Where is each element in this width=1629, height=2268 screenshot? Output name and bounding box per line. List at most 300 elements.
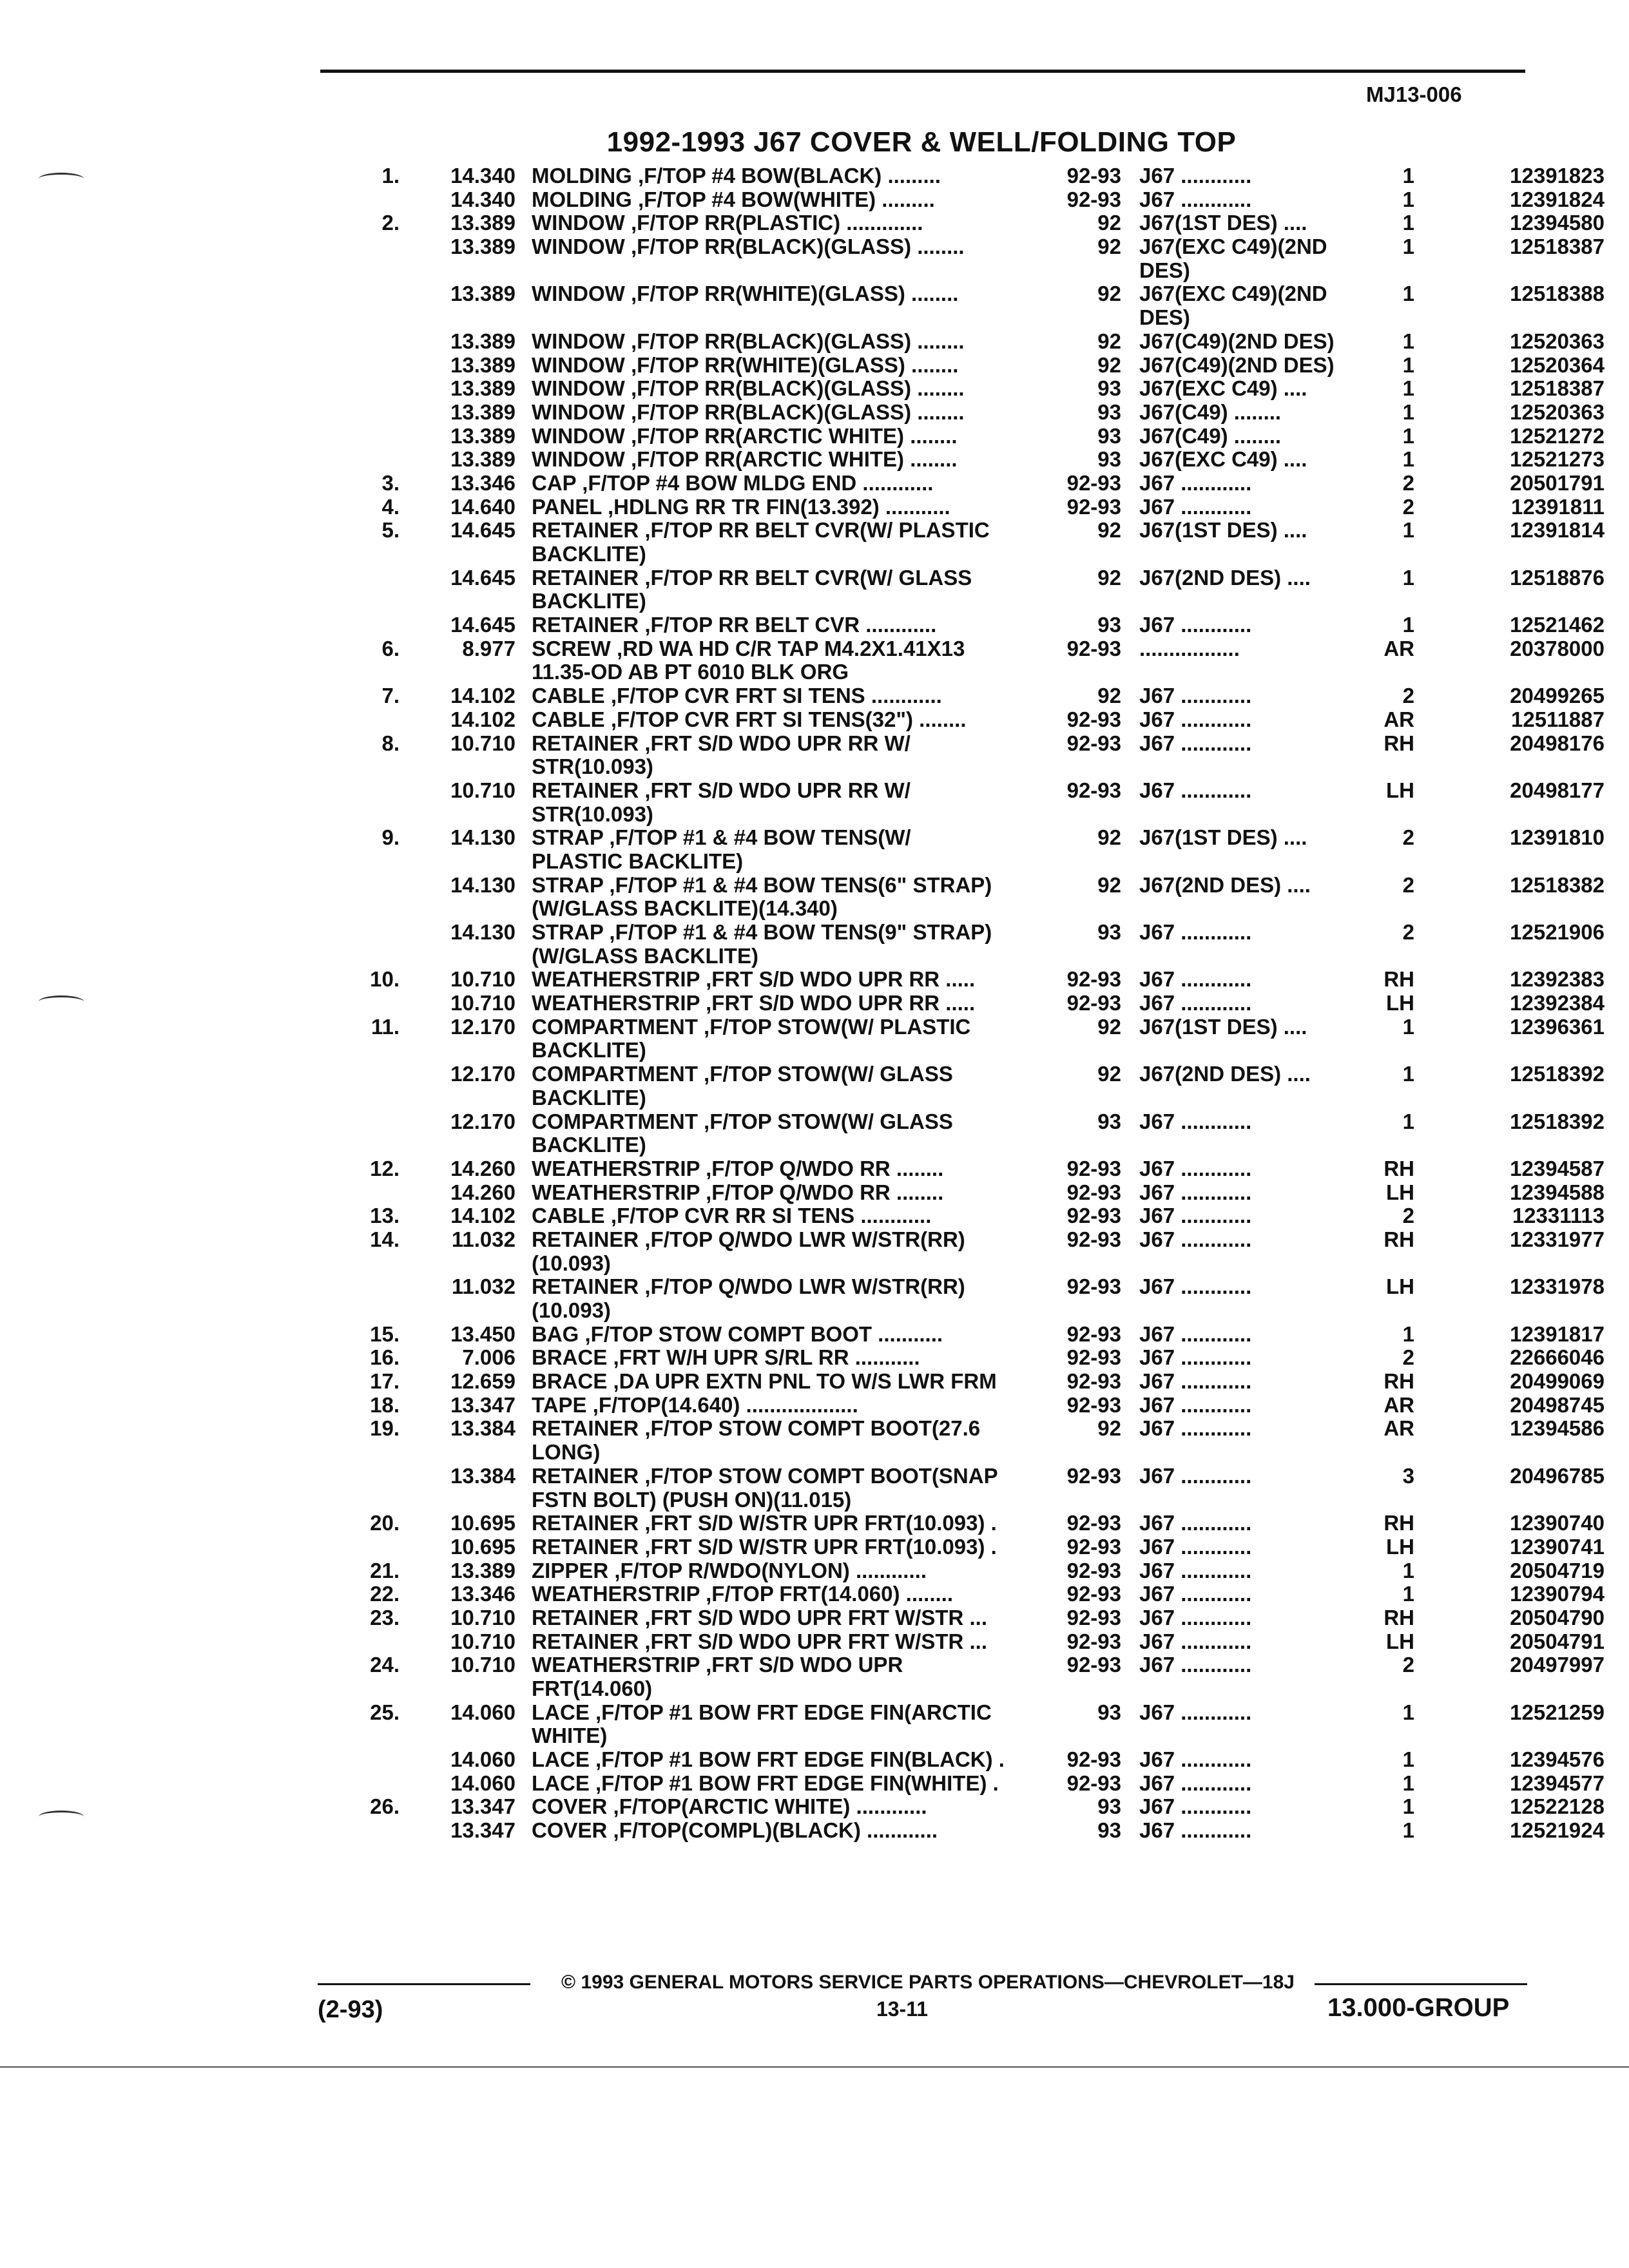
model-year: 92-93 — [1066, 1156, 1121, 1180]
model-applicability: J67 ............ — [1139, 1606, 1252, 1629]
model-applicability: J67(EXC C49)(2ND — [1139, 235, 1327, 259]
group-number: 10.710 — [450, 731, 516, 755]
part-number: 12518387 — [1510, 235, 1605, 259]
model-year: 92-93 — [1066, 494, 1121, 519]
part-number: 12331978 — [1510, 1274, 1605, 1299]
quantity: RH — [1383, 731, 1414, 755]
item-number: 1. — [381, 164, 400, 187]
group-number: 12.659 — [450, 1369, 516, 1394]
part-number: 12390741 — [1510, 1534, 1605, 1559]
item-number: 9. — [381, 825, 400, 850]
group-number: 14.260 — [450, 1156, 516, 1180]
table-row — [0, 1606, 1629, 1630]
table-row — [0, 1110, 1629, 1134]
group-number: 14.260 — [450, 1180, 516, 1204]
part-description: COVER ,F/TOP(ARCTIC WHITE) ............ — [532, 1795, 927, 1819]
table-row-continuation — [0, 590, 1629, 613]
group-number: 14.645 — [450, 613, 516, 637]
group-number: 10.695 — [450, 1511, 516, 1535]
quantity: 1 — [1402, 1062, 1414, 1086]
model-applicability: J67(1ST DES) .... — [1139, 1015, 1307, 1039]
part-description: RETAINER ,F/TOP STOW COMPT BOOT(27.6 — [532, 1417, 981, 1441]
model-applicability: J67 ............ — [1139, 1393, 1252, 1417]
part-description-continued: (W/GLASS BACKLITE) — [532, 943, 758, 968]
group-number: 14.130 — [450, 920, 516, 944]
part-number: 20504790 — [1510, 1605, 1605, 1629]
part-description: SCREW ,RD WA HD C/R TAP M4.2X1.41X13 — [532, 637, 965, 660]
quantity: AR — [1383, 1392, 1414, 1417]
model-year: 92-93 — [1066, 1345, 1121, 1370]
model-applicability: J67 ............ — [1139, 1559, 1252, 1582]
part-number: 12391817 — [1510, 1321, 1605, 1346]
model-applicability: J67 ............ — [1139, 187, 1252, 211]
table-row — [0, 330, 1629, 354]
table-row-continuation — [0, 543, 1629, 566]
table-row — [0, 519, 1629, 543]
table-row — [0, 448, 1629, 472]
footer-group-label: 13.000-GROUP — [1327, 1994, 1510, 2022]
part-description: MOLDING ,F/TOP #4 BOW(BLACK) ......... — [532, 164, 941, 187]
quantity: 1 — [1402, 1558, 1414, 1582]
item-number: 4. — [381, 494, 400, 519]
quantity: AR — [1383, 707, 1414, 731]
part-description: RETAINER ,FRT S/D W/STR UPR FRT(10.093) . — [532, 1512, 997, 1535]
part-number: 12390794 — [1510, 1582, 1605, 1606]
quantity: 2 — [1402, 684, 1414, 708]
part-number: 20378000 — [1510, 636, 1605, 660]
item-number: 15. — [370, 1321, 400, 1346]
model-applicability-continued: DES) — [1139, 258, 1190, 282]
part-description: WINDOW ,F/TOP RR(BLACK)(GLASS) ........ — [532, 235, 965, 259]
model-year: 92-93 — [1066, 1463, 1121, 1488]
group-number: 10.710 — [450, 1653, 516, 1677]
table-row — [0, 1819, 1629, 1843]
quantity: 1 — [1402, 1700, 1414, 1724]
model-year: 92-93 — [1066, 1629, 1121, 1653]
table-row — [0, 1181, 1629, 1205]
group-number: 10.710 — [450, 1605, 516, 1629]
part-description: RETAINER ,F/TOP RR BELT CVR(W/ PLASTIC — [532, 519, 990, 543]
model-year: 92-93 — [1066, 967, 1121, 992]
model-year: 92 — [1097, 235, 1121, 259]
quantity: 1 — [1402, 1747, 1414, 1772]
quantity: 1 — [1402, 164, 1414, 187]
model-applicability: J67 ............ — [1139, 1700, 1252, 1724]
quantity: 2 — [1402, 825, 1414, 850]
table-row-continuation — [0, 259, 1629, 283]
model-applicability: J67 ............ — [1139, 1110, 1252, 1133]
part-number: 12521272 — [1510, 423, 1605, 448]
group-number: 13.389 — [450, 423, 516, 448]
part-number: 12331113 — [1512, 1204, 1605, 1228]
model-year: 93 — [1097, 920, 1121, 944]
part-number: 20498176 — [1510, 731, 1605, 755]
table-row-continuation — [0, 1252, 1629, 1276]
part-number: 12391823 — [1510, 164, 1605, 187]
group-number: 7.006 — [462, 1345, 516, 1370]
table-row — [0, 354, 1629, 378]
model-year: 92-93 — [1066, 187, 1121, 211]
quantity: 1 — [1402, 1321, 1414, 1346]
quantity: 2 — [1402, 1653, 1414, 1677]
quantity: LH — [1386, 1629, 1414, 1653]
table-row-continuation — [0, 306, 1629, 330]
part-description: RETAINER ,F/TOP Q/WDO LWR W/STR(RR) — [532, 1275, 965, 1299]
part-number: 12521462 — [1510, 613, 1605, 637]
group-number: 14.060 — [450, 1700, 516, 1724]
table-row — [0, 637, 1629, 661]
model-applicability: J67 ............ — [1139, 613, 1252, 637]
group-number: 14.060 — [450, 1747, 516, 1772]
group-number: 13.346 — [450, 470, 516, 495]
part-number: 12511887 — [1510, 707, 1605, 731]
part-description: WEATHERSTRIP ,F/TOP Q/WDO RR ........ — [532, 1180, 944, 1204]
table-row — [0, 732, 1629, 756]
group-number: 13.389 — [450, 329, 516, 353]
quantity: 1 — [1402, 352, 1414, 377]
model-year: 93 — [1097, 399, 1121, 424]
part-description: RETAINER ,F/TOP STOW COMPT BOOT(SNAP — [532, 1464, 998, 1488]
part-number: 12518392 — [1510, 1062, 1605, 1086]
group-number: 13.389 — [450, 235, 516, 259]
part-number: 12520364 — [1510, 352, 1605, 377]
model-applicability: J67 ............ — [1139, 731, 1252, 755]
quantity: 2 — [1402, 920, 1414, 944]
part-description: RETAINER ,FRT S/D W/STR UPR FRT(10.093) . — [532, 1535, 997, 1559]
quantity: LH — [1386, 1274, 1414, 1299]
item-number: 12. — [370, 1156, 400, 1180]
model-year: 92-93 — [1066, 1321, 1121, 1346]
quantity: 1 — [1402, 376, 1414, 401]
part-number: 12518392 — [1510, 1109, 1605, 1133]
table-row — [0, 495, 1629, 519]
group-number: 14.645 — [450, 565, 516, 590]
table-row — [0, 1417, 1629, 1441]
model-applicability: J67 ............ — [1139, 495, 1252, 519]
table-row — [0, 779, 1629, 803]
item-number: 24. — [370, 1653, 400, 1677]
table-row — [0, 1346, 1629, 1370]
model-year: 92-93 — [1066, 1180, 1121, 1204]
model-year: 93 — [1097, 1794, 1121, 1819]
group-number: 14.645 — [450, 518, 516, 543]
table-row — [0, 164, 1629, 188]
part-description: RETAINER ,FRT S/D WDO UPR FRT W/STR ... — [532, 1629, 988, 1653]
table-row — [0, 708, 1629, 732]
quantity: 1 — [1402, 1014, 1414, 1039]
model-year: 92-93 — [1066, 470, 1121, 495]
group-number: 14.130 — [450, 825, 516, 850]
table-row-continuation — [0, 1086, 1629, 1110]
part-description: WEATHERSTRIP ,FRT S/D WDO UPR — [532, 1653, 903, 1677]
model-applicability: J67(EXC C49) .... — [1139, 377, 1307, 401]
group-number: 13.389 — [450, 352, 516, 377]
part-number: 12391811 — [1510, 494, 1605, 519]
quantity: 1 — [1402, 1794, 1414, 1819]
part-number: 12521273 — [1510, 447, 1605, 472]
model-applicability: J67 ............ — [1139, 1819, 1252, 1843]
model-year: 93 — [1097, 376, 1121, 401]
item-number: 13. — [370, 1204, 400, 1228]
part-description: RETAINER ,FRT S/D WDO UPR RR W/ — [532, 731, 911, 755]
quantity: 1 — [1402, 518, 1414, 543]
part-description: BRACE ,FRT W/H UPR S/RL RR ........... — [532, 1346, 920, 1370]
model-year: 92 — [1097, 1062, 1121, 1086]
item-number: 3. — [381, 470, 400, 495]
quantity: 1 — [1402, 1771, 1414, 1795]
group-number: 14.060 — [450, 1771, 516, 1795]
group-number: 14.340 — [450, 164, 516, 187]
model-applicability: J67 ............ — [1139, 1275, 1252, 1299]
part-description-continued: BACKLITE) — [532, 589, 646, 613]
model-year: 92 — [1097, 282, 1121, 306]
model-applicability: J67(2ND DES) .... — [1139, 566, 1311, 590]
page-code: MJ13-006 — [1366, 82, 1462, 106]
part-description-continued: FSTN BOLT) (PUSH ON)(11.015) — [532, 1487, 852, 1512]
part-number: 20498745 — [1510, 1392, 1605, 1417]
part-number: 12391810 — [1510, 825, 1605, 850]
model-applicability: J67(2ND DES) .... — [1139, 873, 1311, 897]
bottom-scan-rule — [0, 2066, 1629, 2068]
part-number: 12521259 — [1510, 1700, 1605, 1724]
quantity: 2 — [1402, 872, 1414, 897]
table-row — [0, 1653, 1629, 1677]
table-row-continuation — [0, 1441, 1629, 1465]
quantity: 2 — [1402, 1204, 1414, 1228]
model-year: 92-93 — [1066, 1511, 1121, 1535]
model-year: 92-93 — [1066, 1534, 1121, 1559]
quantity: 1 — [1402, 1582, 1414, 1606]
table-row-continuation — [0, 803, 1629, 827]
part-description: STRAP ,F/TOP #1 & #4 BOW TENS(6" STRAP) — [532, 873, 992, 897]
part-number: 20498177 — [1510, 778, 1605, 802]
quantity: LH — [1386, 1534, 1414, 1559]
item-number: 16. — [370, 1345, 400, 1370]
model-applicability: J67(EXC C49)(2ND — [1139, 282, 1327, 306]
model-applicability: J67(C49)(2ND DES) — [1139, 329, 1335, 353]
part-description: LACE ,F/TOP #1 BOW FRT EDGE FIN(WHITE) . — [532, 1771, 999, 1795]
model-applicability: J67 ............ — [1139, 1417, 1252, 1441]
part-description-continued: FRT(14.060) — [532, 1677, 653, 1700]
quantity: LH — [1386, 778, 1414, 802]
table-row — [0, 968, 1629, 992]
quantity: AR — [1383, 636, 1414, 660]
group-number: 14.130 — [450, 872, 516, 897]
model-applicability: ................. — [1139, 637, 1240, 660]
part-description: WEATHERSTRIP ,F/TOP Q/WDO RR ........ — [532, 1157, 944, 1180]
table-row — [0, 188, 1629, 212]
group-number: 14.340 — [450, 187, 516, 211]
group-number: 13.389 — [450, 376, 516, 401]
part-description: WEATHERSTRIP ,FRT S/D WDO UPR RR ..... — [532, 968, 976, 992]
part-description: COVER ,F/TOP(COMPL)(BLACK) ............ — [532, 1819, 938, 1843]
quantity: 1 — [1402, 282, 1414, 306]
group-number: 11.032 — [451, 1274, 516, 1299]
footer-date-code: (2-93) — [318, 1996, 383, 2023]
part-number: 12391824 — [1510, 187, 1605, 211]
model-year: 92-93 — [1066, 1204, 1121, 1228]
parts-list — [0, 164, 1629, 1843]
table-row — [0, 1062, 1629, 1086]
model-applicability: J67 ............ — [1139, 778, 1252, 802]
table-row-continuation — [0, 1677, 1629, 1701]
table-row — [0, 1748, 1629, 1772]
part-number: 12518876 — [1510, 565, 1605, 590]
model-year: 92 — [1097, 211, 1121, 235]
part-number: 20504719 — [1510, 1558, 1605, 1582]
part-description-continued: BACKLITE) — [532, 1038, 646, 1062]
table-row — [0, 472, 1629, 495]
table-row — [0, 1559, 1629, 1583]
group-number: 14.102 — [450, 1204, 516, 1228]
quantity: 1 — [1402, 447, 1414, 472]
part-number: 20499265 — [1510, 684, 1605, 708]
table-row — [0, 425, 1629, 448]
quantity: 1 — [1402, 187, 1414, 211]
group-number: 13.389 — [450, 399, 516, 424]
part-description-continued: PLASTIC BACKLITE) — [532, 849, 744, 873]
quantity: 1 — [1402, 1109, 1414, 1133]
item-number: 7. — [381, 684, 400, 708]
model-applicability: J67(1ST DES) .... — [1139, 826, 1307, 850]
quantity: 3 — [1402, 1463, 1414, 1488]
part-number: 12394577 — [1510, 1771, 1605, 1795]
table-row — [0, 1465, 1629, 1488]
table-row — [0, 1157, 1629, 1181]
model-applicability: J67 ............ — [1139, 1180, 1252, 1204]
quantity: RH — [1383, 1156, 1414, 1180]
model-applicability: J67 ............ — [1139, 1653, 1252, 1677]
model-year: 92 — [1097, 1014, 1121, 1039]
model-applicability: J67 ............ — [1139, 968, 1252, 992]
quantity: 2 — [1402, 470, 1414, 495]
group-number: 13.450 — [450, 1321, 516, 1346]
model-year: 92 — [1097, 565, 1121, 590]
table-row — [0, 1512, 1629, 1535]
model-applicability: J67(1ST DES) .... — [1139, 211, 1307, 235]
quantity: RH — [1383, 967, 1414, 992]
model-applicability: J67(C49) ........ — [1139, 424, 1282, 448]
model-applicability: J67 ............ — [1139, 1464, 1252, 1488]
part-description: STRAP ,F/TOP #1 & #4 BOW TENS(9" STRAP) — [532, 921, 992, 944]
quantity: LH — [1386, 991, 1414, 1015]
model-year: 93 — [1097, 423, 1121, 448]
model-applicability: J67 ............ — [1139, 1157, 1252, 1180]
table-row-continuation — [0, 850, 1629, 874]
table-row — [0, 377, 1629, 401]
table-row — [0, 282, 1629, 306]
quantity: 1 — [1402, 1818, 1414, 1843]
model-applicability: J67 ............ — [1139, 1204, 1252, 1228]
table-row-continuation — [0, 945, 1629, 968]
footer-copyright: © 1993 GENERAL MOTORS SERVICE PARTS OPERATIONS—CHEVROLET—18J — [561, 1972, 1295, 1993]
table-row-continuation — [0, 1299, 1629, 1323]
part-description: RETAINER ,FRT S/D WDO UPR RR W/ — [532, 778, 911, 802]
table-row — [0, 613, 1629, 637]
model-applicability: J67 ............ — [1139, 164, 1252, 187]
part-number: 12521924 — [1510, 1818, 1605, 1843]
part-description-continued: STR(10.093) — [532, 754, 653, 779]
part-description: WINDOW ,F/TOP RR(WHITE)(GLASS) ........ — [532, 353, 959, 377]
table-row — [0, 921, 1629, 945]
table-row — [0, 826, 1629, 850]
part-description: LACE ,F/TOP #1 BOW FRT EDGE FIN(BLACK) . — [532, 1748, 1005, 1772]
model-applicability: J67(2ND DES) .... — [1139, 1062, 1311, 1086]
table-row-continuation — [0, 755, 1629, 779]
part-description: COMPARTMENT ,F/TOP STOW(W/ GLASS — [532, 1062, 953, 1086]
part-number: 12522128 — [1510, 1794, 1605, 1819]
quantity: 1 — [1402, 399, 1414, 424]
group-number: 13.347 — [450, 1794, 516, 1819]
group-number: 13.347 — [450, 1392, 516, 1417]
model-year: 92-93 — [1066, 731, 1121, 755]
part-description-continued: 11.35-OD AB PT 6010 BLK ORG — [532, 660, 849, 684]
part-number: 12396361 — [1510, 1014, 1605, 1039]
table-row — [0, 401, 1629, 425]
group-number: 10.710 — [450, 967, 516, 992]
part-description-continued: BACKLITE) — [532, 1085, 646, 1110]
model-year: 92 — [1097, 518, 1121, 543]
group-number: 12.170 — [450, 1014, 516, 1039]
model-applicability: J67(EXC C49) .... — [1139, 448, 1307, 472]
group-number: 10.710 — [450, 1629, 516, 1653]
part-description: CABLE ,F/TOP CVR RR SI TENS ............ — [532, 1204, 932, 1228]
quantity: 1 — [1402, 613, 1414, 637]
table-row-continuation — [0, 1133, 1629, 1157]
part-number: 22666046 — [1510, 1345, 1605, 1370]
part-description: BAG ,F/TOP STOW COMPT BOOT ........... — [532, 1322, 943, 1346]
model-applicability: J67 ............ — [1139, 992, 1252, 1015]
group-number: 13.384 — [450, 1416, 516, 1441]
model-year: 92 — [1097, 352, 1121, 377]
group-number: 14.102 — [450, 684, 516, 708]
part-description: STRAP ,F/TOP #1 & #4 BOW TENS(W/ — [532, 826, 911, 850]
part-number: 20497997 — [1510, 1653, 1605, 1677]
part-description-continued: WHITE) — [532, 1724, 608, 1748]
model-applicability: J67 ............ — [1139, 1370, 1252, 1394]
model-applicability: J67 ............ — [1139, 1512, 1252, 1535]
group-number: 11.032 — [451, 1227, 516, 1251]
table-row — [0, 1772, 1629, 1796]
part-description: WINDOW ,F/TOP RR(BLACK)(GLASS) ........ — [532, 377, 965, 401]
table-row — [0, 1535, 1629, 1559]
item-number: 26. — [370, 1794, 400, 1819]
model-year: 92 — [1097, 684, 1121, 708]
part-number: 12331977 — [1510, 1227, 1605, 1251]
part-number: 12518382 — [1510, 872, 1605, 897]
quantity: 2 — [1402, 1345, 1414, 1370]
model-year: 92-93 — [1066, 778, 1121, 802]
model-applicability: J67 ............ — [1139, 1629, 1252, 1653]
item-number: 8. — [381, 731, 400, 755]
table-row — [0, 1582, 1629, 1606]
model-year: 92-93 — [1066, 1274, 1121, 1299]
model-applicability: J67 ............ — [1139, 471, 1252, 495]
table-row-continuation — [0, 660, 1629, 684]
group-number: 13.389 — [450, 1558, 516, 1582]
part-number: 12394576 — [1510, 1747, 1605, 1772]
part-description: WEATHERSTRIP ,F/TOP FRT(14.060) ........ — [532, 1582, 954, 1606]
part-description: WINDOW ,F/TOP RR(BLACK)(GLASS) ........ — [532, 329, 965, 353]
part-description: LACE ,F/TOP #1 BOW FRT EDGE FIN(ARCTIC — [532, 1700, 992, 1724]
item-number: 5. — [381, 518, 400, 543]
group-number: 13.384 — [450, 1463, 516, 1488]
part-description: CAP ,F/TOP #4 BOW MLDG END ............ — [532, 471, 934, 495]
model-applicability: J67 ............ — [1139, 1748, 1252, 1772]
table-row — [0, 874, 1629, 898]
item-number: 20. — [370, 1511, 400, 1535]
model-year: 93 — [1097, 1109, 1121, 1133]
